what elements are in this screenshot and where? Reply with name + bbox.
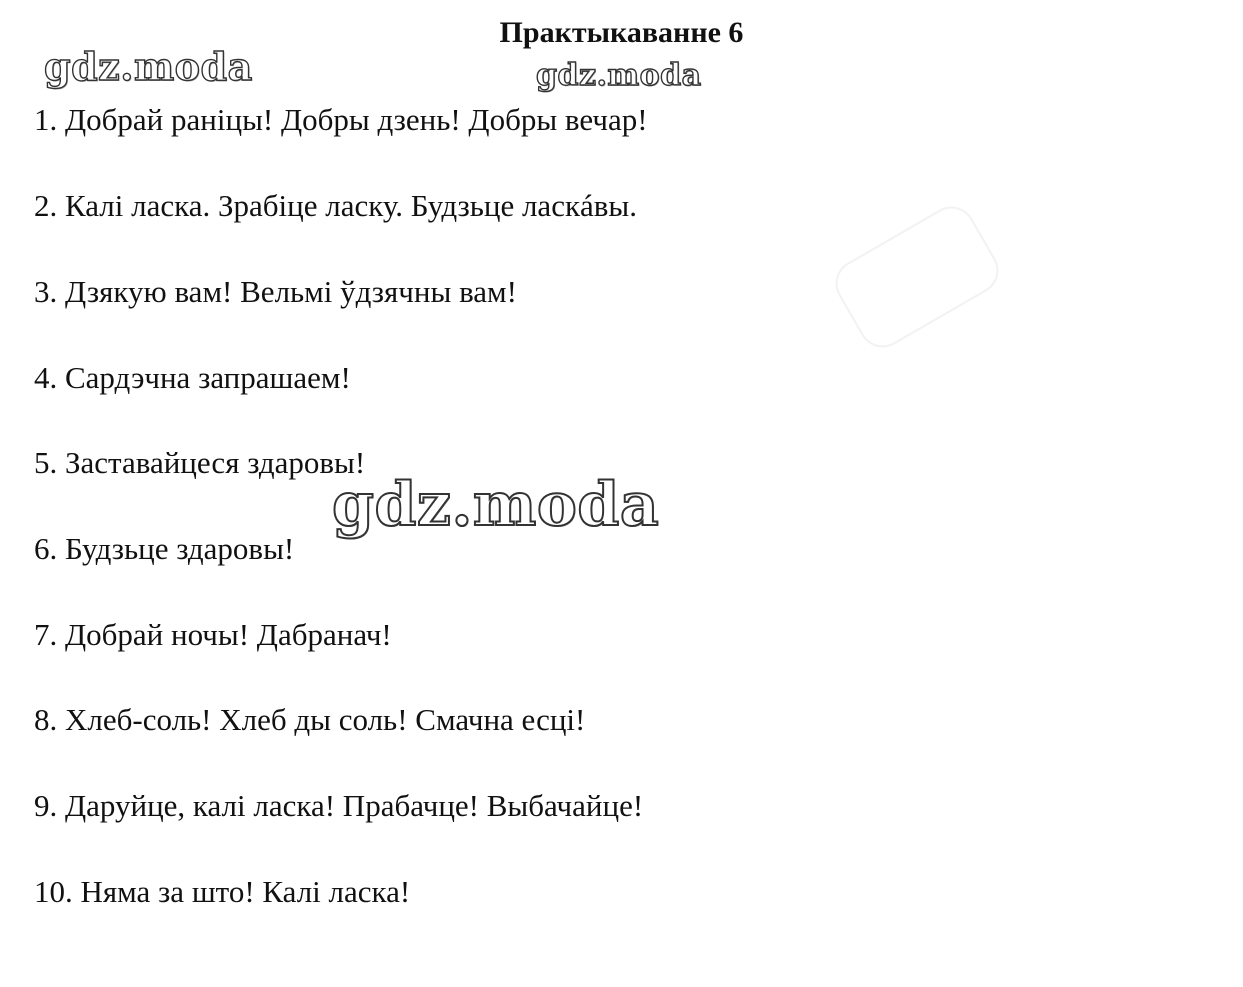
list-item: 8. Хлеб-соль! Хлеб ды соль! Смачна есці! (34, 702, 586, 737)
faint-background-shape (827, 198, 1007, 356)
list-item: 5. Заставайцеся здаровы! (34, 445, 366, 480)
list-item: 3. Дзякую вам! Вельмі ўдзячны вам! (34, 274, 517, 309)
watermark-top-left: gdz.moda (44, 44, 253, 89)
list-item: 7. Добрай ночы! Дабранач! (34, 617, 392, 652)
page-title-text: Практыкаванне 6 (499, 16, 744, 49)
list-item: 4. Сардэчна запрашаем! (34, 360, 351, 395)
list-item: 6. Будзьце здаровы! (34, 531, 295, 566)
watermark-center: gdz.moda (332, 470, 660, 540)
list-item: 9. Даруйце, калі ласка! Прабачце! Выбачайце! (34, 788, 644, 823)
list-item: 2. Калі ласка. Зрабіце ласку. Будзьце ласкáвы. (34, 188, 637, 223)
list-item: 10. Няма за што! Калі ласка! (34, 874, 411, 909)
list-item: 1. Добрай раніцы! Добры дзень! Добры вечар! (34, 102, 648, 137)
watermark-top-center: gdz.moda (536, 58, 702, 93)
